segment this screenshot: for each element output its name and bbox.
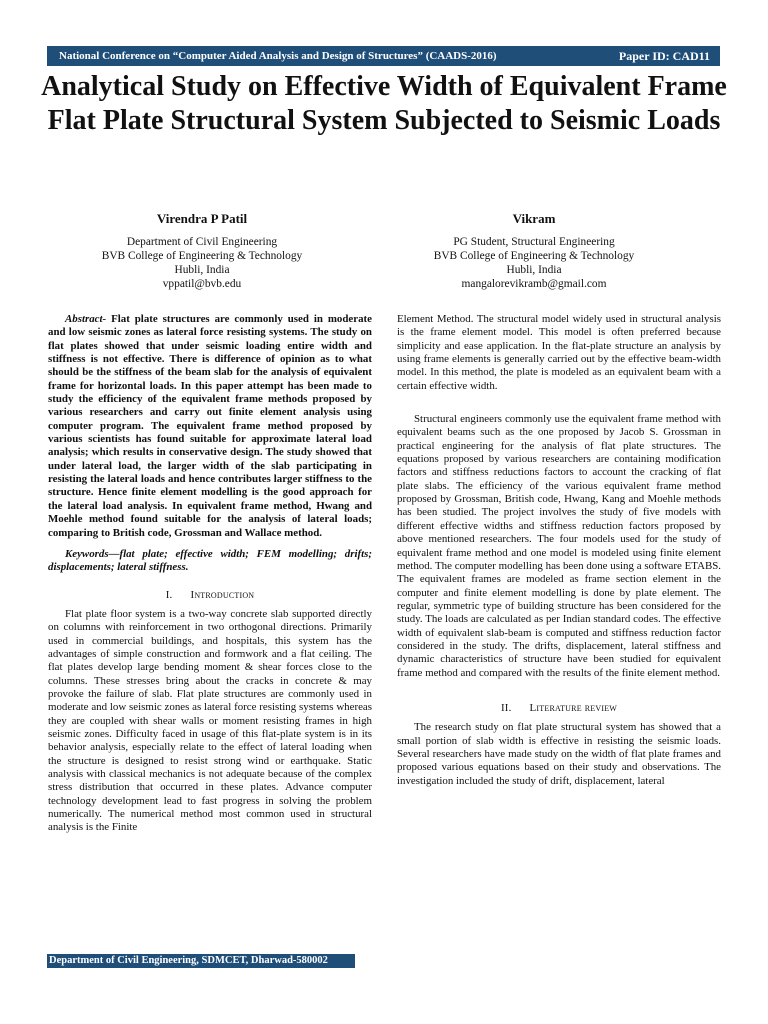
author-email: mangalorevikramb@gmail.com (461, 278, 607, 290)
author-name: Vikram (512, 211, 556, 226)
conference-name: National Conference on “Computer Aided Analysis and Design of Structures” (CAADS-2016) (59, 50, 497, 62)
paragraph: Structural engineers commonly use the equivalent frame method with equivalent beams such as the one proposed by Jacob S. Grossman in practical engineering for the analysis of flat plate structures. The equations proposed by various researchers are containing modification factors and stiffness reductions factors to account the cracking of flat plate slabs. The efficiency of the various equivalent frame method proposed by Grossman, British code, Hwang, Kang and Moehle methods has been studied. The project involves the study of five models with different effective widths and stiffness reduction factors proposed by above mentioned researchers. The four models used for the study of equivalent frame method and one model is modeled using finite element method. The computer modelling has been done using a software ETABS. The equivalent frames are modeled as frame section element in the computer and finite element modelling is done by plate element. The regular, symmetric type of building structure has been considered for the study. The loads are calculated as per Indian standard codes. The effective width of equivalent slab-beam is computed and stiffness reduction factor considered in the study. The drifts, displacement, lateral stiffness and dynamic characteristics of structure have been studied for equivalent frame method and compared with the results of the finite element method. (397, 413, 721, 679)
author-email: vppatil@bvb.edu (162, 278, 242, 290)
right-column (397, 313, 721, 788)
author-block-2 (384, 212, 684, 291)
section-heading-introduction (48, 589, 372, 602)
paragraph: The research study on flat plate structural system has showed that a small portion of slab width is effective in resisting the seismic loads. Several researchers have made study on the width of flat plate frames and proposed various equations based on their study and observations. The investigation included the study of drift, displacement, lateral (397, 721, 721, 787)
paragraph: Flat plate floor system is a two-way concrete slab supported directly on columns with reinforcement in two orthogonal directions. Primarily used in commercial buildings, and hospitals, this system has the advantages of simple construction and formwork and a flat ceiling. The flat plates develop large bending moment & shear forces close to the columns. These stresses bring about the cracks in concrete & may provoke the failure of slab. Flat plate structures are commonly used in moderate and low seismic zones as lateral force resisting systems whereas they are coupled with shear walls or moment resisting frames in high seismic zones. Difficulty faced in usage of this flat-plate system is in its behavior analysis, especially relate to the effect of lateral loading when the structure is designed to resist strong wind or earthquake. Static analysis with classical mechanics is not adequate because of the complex stress distribution that occurred in these plates. Advance computer technology development lead to fast progress in solving the problem numerically. The numerical method most common used in structural analysis is the Finite (48, 607, 372, 834)
author-location: Hubli, India (506, 264, 562, 276)
author-name: Virendra P Patil (156, 211, 248, 226)
section-heading-literature-review (397, 702, 721, 715)
author-institution: BVB College of Engineering & Technology (433, 250, 635, 262)
keywords: Keywords—flat plate; effective width; FEM modelling; drifts; displacements; lateral stiffness. (48, 547, 372, 574)
author-dept: Department of Civil Engineering (126, 236, 278, 248)
abstract (48, 313, 372, 540)
abstract-label: Abstract- (65, 313, 107, 325)
conference-header-bar (47, 46, 720, 66)
footer-bar: Department of Civil Engineering, SDMCET, Dharwad-580002 (47, 954, 355, 968)
section-number: II. (500, 701, 512, 714)
paper-id: Paper ID: CAD11 (618, 48, 710, 63)
author-location: Hubli, India (174, 264, 230, 276)
left-column (48, 313, 372, 835)
section-title: Literature review (529, 701, 618, 714)
author-block-1 (52, 212, 352, 291)
section-number: I. (165, 588, 173, 601)
author-institution: BVB College of Engineering & Technology (101, 250, 303, 262)
paragraph: Element Method. The structural model widely used in structural analysis is the frame element model. This model is often preferred because simplicity and ease application. In the flat-plate structure an analysis by using frame elements is generally carried out by the effective beam-width model. In this method, the plate is modeled as an equivalent beam with a certain effective width. (397, 313, 721, 392)
abstract-text: Flat plate structures are commonly used in moderate and low seismic zones as lateral force resisting systems. The study on flat plates showed that under seismic loading entire width and stiffness is not effective. There is difference of opinion as to what should be the stiffness of the beam slab for the analysis of equivalent frame for horizontal loads. In this paper attempt has been made to study the efficiency of the equivalent frame methods proposed by various researchers and carry out finite element analysis using computer program. The equivalent frame method proposed by various scientists has found suitable for approximate lateral load analysis; which results in conservative design. The study showed that under lateral load, the larger width of the slab participating in resisting the lateral loads and hence contributes larger stiffness to the structure. Hence finite element modelling is the good approach for the lateral load analysis. In equivalent frame method, Hwang and Moehle method found suitable for the analysis of lateral loads; comparing to British code, Grossman and Wallace method. (48, 313, 372, 539)
author-dept: PG Student, Structural Engineering (453, 236, 615, 248)
paper-title: Analytical Study on Effective Width of Equivalent Frame Flat Plate Structural System Subjected to Seismic Loads (41, 71, 727, 136)
section-title: Introduction (190, 588, 255, 601)
